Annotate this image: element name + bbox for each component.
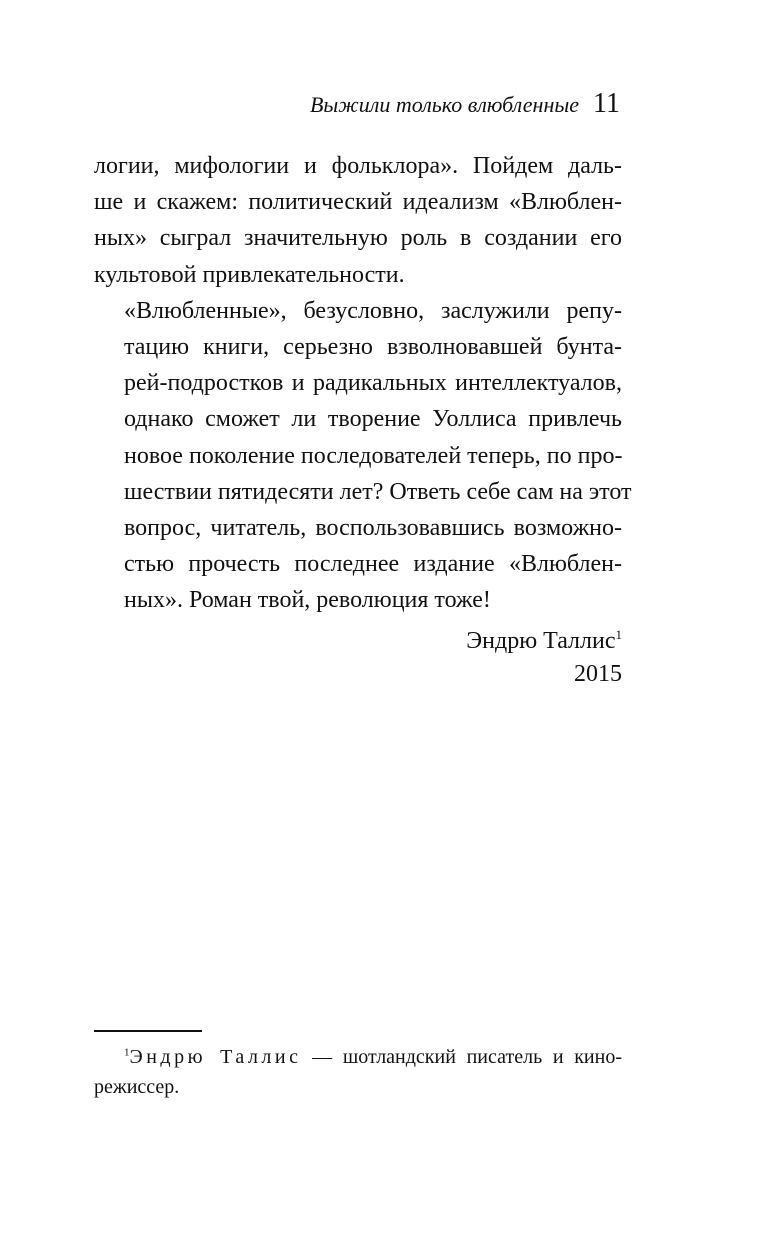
text-line: «Влюбленные», безусловно, заслужили репу- — [124, 297, 622, 324]
footnote-marker: 1 — [124, 1046, 130, 1059]
footnote-line — [94, 1042, 622, 1072]
footnote-line: режиссер. — [94, 1076, 180, 1098]
text-line: ных». Роман твой, революция тоже! — [124, 587, 491, 614]
signature — [94, 625, 622, 691]
footnote-text: — шотландский писатель и кино- — [301, 1046, 622, 1068]
footnote-divider — [94, 1030, 202, 1032]
text-line: однако сможет ли творение Уоллиса привлечь — [124, 406, 622, 433]
text-line: тацию книги, серьезно взволновавшей бунта- — [124, 334, 622, 361]
text-line: рей-подростков и радикальных интеллектуалов, — [124, 370, 622, 397]
text-line: культовой привлекательности. — [94, 261, 405, 288]
text-line: вопрос, читатель, воспользовавшись возможно- — [124, 515, 622, 542]
footnote-reference[interactable]: 1 — [615, 626, 622, 642]
page-number: 11 — [593, 88, 620, 119]
text-line: стью прочесть последнее издание «Влюблен- — [124, 551, 622, 578]
paragraph-1 — [94, 148, 622, 293]
running-title: Выжили только влюбленные — [309, 92, 580, 117]
text-line: логии, мифологии и фольклора». Пойдем даль- — [94, 153, 622, 179]
paragraph-2 — [94, 293, 632, 619]
text-line: шествии пятидесяти лет? Ответь себе сам на этот — [124, 478, 632, 505]
signature-year: 2015 — [574, 660, 622, 687]
body-text — [94, 148, 632, 691]
text-line: новое поколение последователей теперь, по про- — [124, 442, 623, 469]
text-line: ных» сыграл значительную роль в создании его — [94, 225, 622, 252]
footnote — [94, 1042, 622, 1102]
running-head — [310, 88, 620, 120]
author-name: Эндрю Таллис — [466, 627, 616, 654]
text-line: ше и скажем: политический идеализм «Влюблен- — [94, 189, 622, 216]
signature-author — [94, 625, 622, 658]
footnote-name: Эндрю Таллис — [129, 1046, 302, 1068]
